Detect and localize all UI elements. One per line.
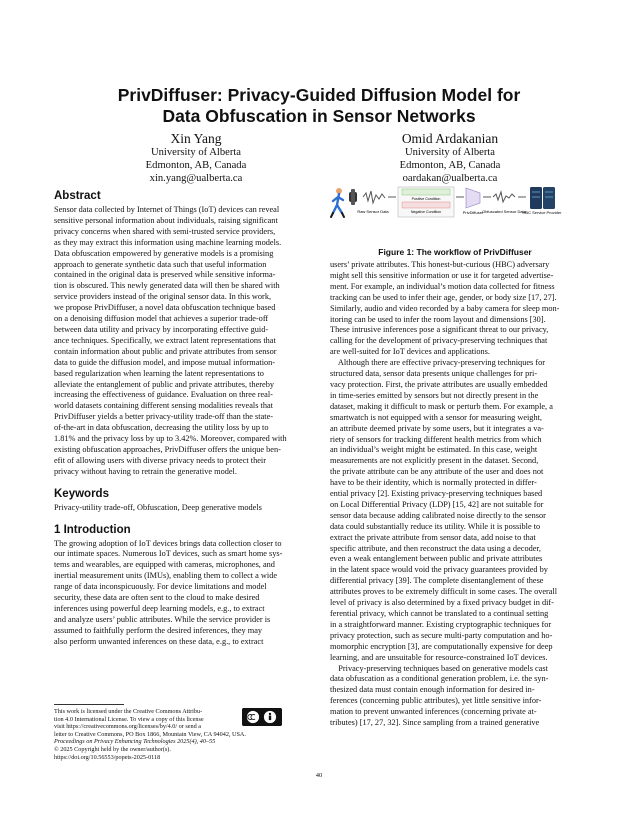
- text-line: inertial measurement units (IMUs), enabling them to collect a wide: [54, 571, 278, 581]
- text-line: itoring can be used to infer the room layout and dimensions [30].: [330, 314, 546, 324]
- text-line: users’ private attributes. This honest-but-curious (HBC) adversary: [330, 260, 550, 269]
- text-line: measurements are not explicitly present in the dataset. Second,: [330, 456, 539, 466]
- text-line: calling for the development of privacy-preserving techniques that: [330, 336, 548, 346]
- license-line: Proceedings on Privacy Enhancing Technologies 2025(4), 40–55: [54, 738, 216, 746]
- text-line: learning, and are unsuitable for resource-constrained IoT devices.: [330, 652, 548, 662]
- text-line: PrivDiffuser yields a better privacy-utility trade-off than the state-: [54, 412, 274, 422]
- text-line: might sell this sensitive information or use it for targeted advertise-: [330, 270, 554, 280]
- text-line: security, these data are often sent to the cloud to make desired: [54, 593, 260, 603]
- text-line: Sensor data collected by Internet of Things (IoT) devices can reveal: [54, 205, 280, 214]
- text-line: data to guide the diffusion model, and impose mutual information-: [54, 357, 276, 367]
- left-column: [54, 190, 309, 648]
- title-line-1: PrivDiffuser: Privacy-Guided Diffusion Model for: [117, 85, 521, 105]
- text-line: vacy protection. First, the private attributes are usually embedded: [330, 379, 548, 389]
- text-line: ferential privacy, which cannot be translated to a continual setting: [330, 609, 549, 618]
- text-line: privacy protection, such as secure multi-party computation and ho-: [330, 630, 553, 640]
- obfuscated-signal-icon: [493, 192, 515, 202]
- text-line: ential privacy [2]. Existing privacy-preserving techniques based: [330, 489, 543, 499]
- runner-icon: [331, 188, 344, 217]
- keywords-heading: Keywords: [54, 487, 109, 500]
- text-line: sensitive personal information about individuals, raising significant: [54, 215, 278, 225]
- smartwatch-icon: [349, 189, 357, 205]
- text-line: contained in the original data is preserved while sensitive informa-: [54, 270, 276, 280]
- text-line: These intrusive inferences pose a significant threat to our privacy,: [330, 325, 549, 335]
- text-line: the private attribute can be any attribute of the user and does not: [330, 467, 544, 477]
- text-line: efit of allowing users with diverse privacy needs to protect their: [54, 455, 266, 465]
- text-line: and analyze users’ public attributes. While the service provider is: [54, 614, 271, 624]
- text-line: riety of sensors for tracking different health metrics from which: [330, 434, 542, 444]
- text-line: our intimate spaces. Numerous IoT devices, such as smart home sys-: [54, 549, 283, 559]
- condition-box: [398, 187, 454, 217]
- text-line: inferences using powerful deep learning models, e.g., to extract: [54, 604, 265, 613]
- text-line: Similarly, audio and video recorded by a baby camera for sleep mon-: [330, 303, 560, 313]
- author-block-1: [86, 131, 306, 186]
- title-line-2: Data Obfuscation in Sensor Networks: [162, 106, 476, 126]
- author-email: xin.yang@ualberta.ca: [149, 173, 243, 185]
- text-line: level of privacy is also determined by a fixed privacy budget in dif-: [330, 598, 554, 608]
- abstract-heading: Abstract: [54, 190, 101, 202]
- license-line: letter to Creative Commons, PO Box 1866, Mountain View, CA 94042, USA.: [54, 730, 246, 738]
- text-line: tion is obscured. This newly generated data will then be shared with: [54, 281, 280, 291]
- negative-condition-label: Negative Condition: [410, 210, 442, 214]
- text-line: range of data inconspicuously. For device limitations and model: [54, 582, 267, 592]
- text-line: mation to prevent unwanted inferences (concerning private at-: [330, 707, 537, 717]
- abstract-body: [54, 205, 309, 478]
- raw-data-label: Raw Sensor Data: [357, 209, 389, 214]
- workflow-figure: [330, 183, 580, 243]
- text-line: extract the private attribute from sensor data, add noise to that: [330, 532, 536, 542]
- text-line: existing obfuscation approaches, PrivDiffuser offers the unique ben-: [54, 444, 281, 454]
- text-line: Privacy-preserving techniques based on generative models cast: [330, 663, 548, 673]
- text-line: on a denoising diffusion model that achieves a superior trade-off: [54, 314, 269, 324]
- diffusion-model-icon: [466, 188, 480, 208]
- text-line: based regularization when learning the latent representations to: [54, 368, 264, 378]
- raw-signal-icon: [363, 191, 385, 203]
- license-line: visit https://creativecommons.org/licenses/by/4.0/ or send a: [54, 723, 201, 731]
- text-line: sensor data because adding calibrated noise directly to the sensor: [330, 510, 546, 520]
- server-icon: [530, 187, 555, 209]
- text-line: also perform unwanted inferences on these data, e.g., to extract: [54, 636, 264, 646]
- obfuscated-data-label: Obfuscated Sensor Data: [482, 209, 526, 214]
- author-affiliation: University of Alberta: [404, 147, 496, 158]
- license-line: © 2025 Copyright held by the owner/author(s).: [54, 745, 171, 753]
- page-number: 40: [315, 772, 323, 779]
- text-line: have to be their identity, which is normally protected in differ-: [330, 478, 537, 488]
- author-location: Edmonton, AB, Canada: [145, 160, 247, 172]
- license-line: This work is licensed under the Creative Commons Attribu-: [54, 708, 203, 715]
- text-line: in a straightforward manner. Existing cryptographic techniques for: [330, 619, 552, 629]
- text-line: differential privacy [39]. The complete disentanglement of these: [330, 576, 544, 586]
- introduction-body: [54, 539, 309, 648]
- text-line: specific attribute, and then reconstruct the data using a decoder,: [330, 543, 541, 553]
- text-line: dataset, making it difficult to mask or perturb them. For example, a: [330, 401, 553, 411]
- text-line: alleviate the entanglement of public and private attributes, thereby: [54, 379, 275, 389]
- text-line: privacy without having to retrain the generative model.: [54, 466, 237, 476]
- text-line: as they may extract this information using machine learning models.: [54, 237, 282, 247]
- text-line: smartwatch is not equipped with a sensor for measuring weight,: [330, 412, 542, 422]
- author-block-2: [340, 131, 560, 186]
- text-line: of-the-art in data obfuscation, decreasing the utility loss by up to: [54, 423, 269, 433]
- text-line: attributes proves to be extremely difficult in some cases. The overall: [330, 587, 558, 597]
- text-line: approach to generate synthetic data such that useful information: [54, 259, 267, 269]
- text-line: tracking can be used to infer their age, gender, or body size [17, 27].: [330, 292, 557, 302]
- text-line: world datasets containing different sensing modalities reveals that: [54, 401, 273, 411]
- text-line: even a weak entanglement between public and private attributes: [330, 554, 543, 564]
- license-line: tion 4.0 International License. To view a copy of this license: [54, 715, 204, 723]
- paper-title: [0, 85, 638, 127]
- text-line: we propose PrivDiffuser, a novel data obfuscation technique based: [54, 303, 276, 313]
- text-line: are well-suited for IoT devices and applications.: [330, 347, 490, 357]
- text-line: assumed to faithfully perform the desired inferences, they may: [54, 625, 263, 635]
- text-line: on Local Differential Privacy (LDP) [15, 42] are not suitable for: [330, 499, 544, 509]
- text-line: thesized data must contain enough information for desired in-: [330, 685, 535, 695]
- text-line: data obfuscation as a conditional generation problem, i.e. the syn-: [330, 674, 549, 684]
- cc-by-license-badge: [242, 708, 282, 726]
- footnote-rule: [54, 704, 124, 705]
- text-line: in the latent space would void the privacy guarantees provided by: [330, 565, 548, 575]
- text-line: between data utility and privacy by incorporating effective guid-: [54, 324, 269, 334]
- text-line: ferences (concerning public attributes), yet little sensitive infor-: [330, 696, 542, 706]
- text-line: structured data, sensor data presents unique challenges for pri-: [330, 369, 538, 379]
- keywords-text: Privacy-utility trade-off, Obfuscation, Deep generative models: [54, 502, 262, 512]
- service-provider-label: HBC Service Provider: [522, 210, 562, 215]
- right-column-body: [330, 260, 585, 729]
- author-name: Omid Ardakanian: [401, 131, 499, 146]
- text-line: tems and wearables, are equipped with cameras, microphones, and: [54, 560, 275, 570]
- author-name: Xin Yang: [170, 131, 222, 146]
- model-label: PrivDiffuser: [462, 210, 484, 215]
- text-line: tributes) [17, 27, 32]. Since sampling from a trained generative: [330, 718, 540, 728]
- text-line: momorphic encryption [3], are computationally expensive for deep: [330, 641, 553, 651]
- text-line: an individual’s weight might be estimated. In this case, weight: [330, 445, 538, 455]
- text-line: privacy concerns when shared with semi-trusted service providers,: [54, 226, 276, 236]
- author-affiliation: University of Alberta: [150, 147, 242, 158]
- text-line: ment. For example, an individual’s motion data collected for fitness: [330, 281, 555, 291]
- text-line: Data obfuscation empowered by generative models is a promising: [54, 248, 274, 258]
- right-column: [330, 260, 585, 729]
- positive-condition-label: Positive Condition: [411, 197, 441, 201]
- text-line: in time-series emitted by sensors but not directly present in the: [330, 390, 539, 400]
- license-line: https://doi.org/10.56553/popets-2025-0118: [54, 753, 161, 761]
- author-email: oardakan@ualberta.ca: [402, 173, 498, 185]
- text-line: 1.81% and the privacy loss by up to 3.42%. Moreover, compared with: [54, 434, 287, 444]
- text-line: Although there are effective privacy-preserving techniques for: [330, 358, 546, 368]
- text-line: data could substantially reduce its utility. While it is possible to: [330, 521, 541, 531]
- text-line: service providers instead of the original sensor data. In this work,: [54, 292, 272, 302]
- text-line: contain information about public and private attributes from sensor: [54, 346, 277, 356]
- introduction-heading: 1 Introduction: [54, 523, 131, 536]
- text-line: an attribute deemed private by some users, but it integrates a va-: [330, 423, 544, 433]
- text-line: increasing the effectiveness of guidance. Evaluation on three real-: [54, 390, 273, 400]
- text-line: ance techniques. Specifically, we extract latent representations that: [54, 335, 276, 345]
- text-line: The growing adoption of IoT devices brings data collection closer to: [54, 538, 282, 548]
- figure-caption: Figure 1: The workflow of PrivDiffuser: [378, 247, 532, 257]
- author-location: Edmonton, AB, Canada: [399, 160, 501, 172]
